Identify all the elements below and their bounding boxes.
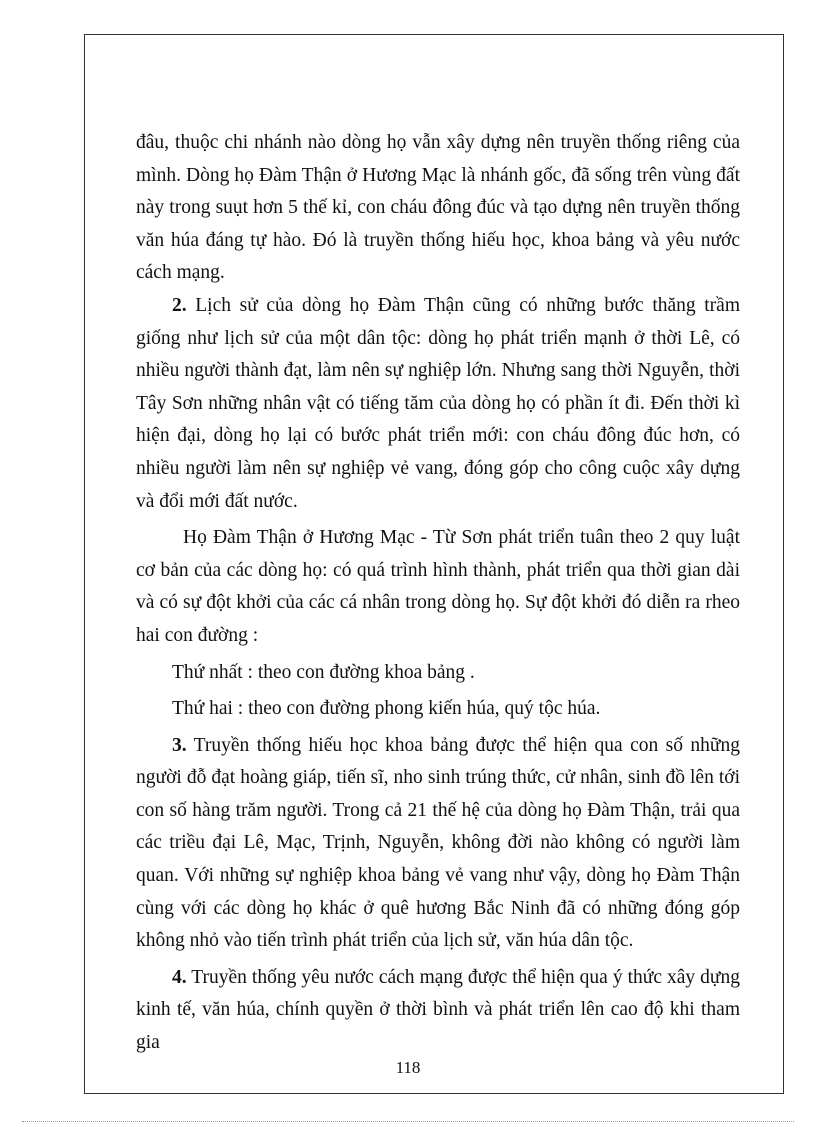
paragraph-text: đâu, thuộc chi nhánh nào dòng họ vẫn xây dựng nên truyền thống riêng của mình. Dòng họ Đàm Thận ở Hương Mạc là nhánh gốc, đã sống trên vùng đất này trong suụt hơn 5 thế kỉ, con cháu đông đúc và tạo dựng nên truyền thống văn húa đáng tự hào. Đó là truyền thống hiếu học, khoa bảng và yêu nước cách mạng. [136, 132, 740, 284]
paragraph-3 [136, 730, 740, 958]
document-body [136, 127, 740, 1060]
paragraph-text: Truyền thống hiếu học khoa bảng được thể hiện qua con số những người đỗ đạt hoàng giáp, tiến sĩ, nho sinh trúng thức, cử nhân, sinh đồ lên tới con số hàng trăm người. Trong cả 21 thế hệ của dòng họ Đàm Thận, trải qua các triều đại Lê, Mạc, Trịnh, Nguyễn, không đời nào không có người làm quan. Với những sự nghiệp khoa bảng vẻ vang như vậy, dòng họ Đàm Thận cùng với các dòng họ khác ở quê hương Bắc Ninh đã có những đóng góp không nhỏ vào tiến trình phát triển của lịch sử, văn húa dân tộc. [136, 734, 740, 952]
paragraph-4 [136, 962, 740, 1060]
paragraph-continuation [136, 127, 740, 290]
list-item-first [136, 657, 740, 690]
paragraph-text: Họ Đàm Thận ở Hương Mạc - Từ Sơn phát triển tuân theo 2 quy luật cơ bản của các dòng họ: có quá trình hình thành, phát triển qua thời gian dài và có sự đột khởi của các cá nhân trong dòng họ. Sự đột khởi đó diễn ra rheo hai con đường : [136, 527, 740, 646]
paragraph-text: Thứ hai : theo con đường phong kiến húa, quý tộc húa. [172, 698, 601, 720]
page-number: 118 [395, 1058, 421, 1077]
paragraph-text: Lịch sử của dòng họ Đàm Thận cũng có những bước thăng trầm giống như lịch sử của một dân tộc: dòng họ phát triển mạnh ở thời Lê, có nhiều người thành đạt, làm nên sự nghiệp lớn. Nhưng sang thời Nguyễn, thời Tây Sơn những nhân vật có tiếng tăm của dòng họ có phần ít đi. Đến thời kì hiện đại, dòng họ lại có bước phát triển mới: con cháu đông đúc hơn, có nhiều người làm nên sự nghiệp vẻ vang, đóng góp cho công cuộc xây dựng và đổi mới đất nước. [136, 294, 740, 512]
paragraph-number: 2. [172, 294, 187, 316]
paragraph-text: Truyền thống yêu nước cách mạng được thể hiện qua ý thức xây dựng kinh tế, văn húa, chính quyền ở thời bình và phát triển lên cao độ khi tham gia [136, 966, 740, 1054]
paragraph-text: Thứ nhất : theo con đường khoa bảng . [172, 661, 475, 683]
paragraph-number: 4. [172, 966, 187, 988]
paragraph-number: 3. [172, 734, 187, 756]
paragraph-2 [136, 290, 740, 518]
bottom-divider [22, 1121, 794, 1122]
paragraph-laws [136, 522, 740, 652]
list-item-second [136, 693, 740, 726]
